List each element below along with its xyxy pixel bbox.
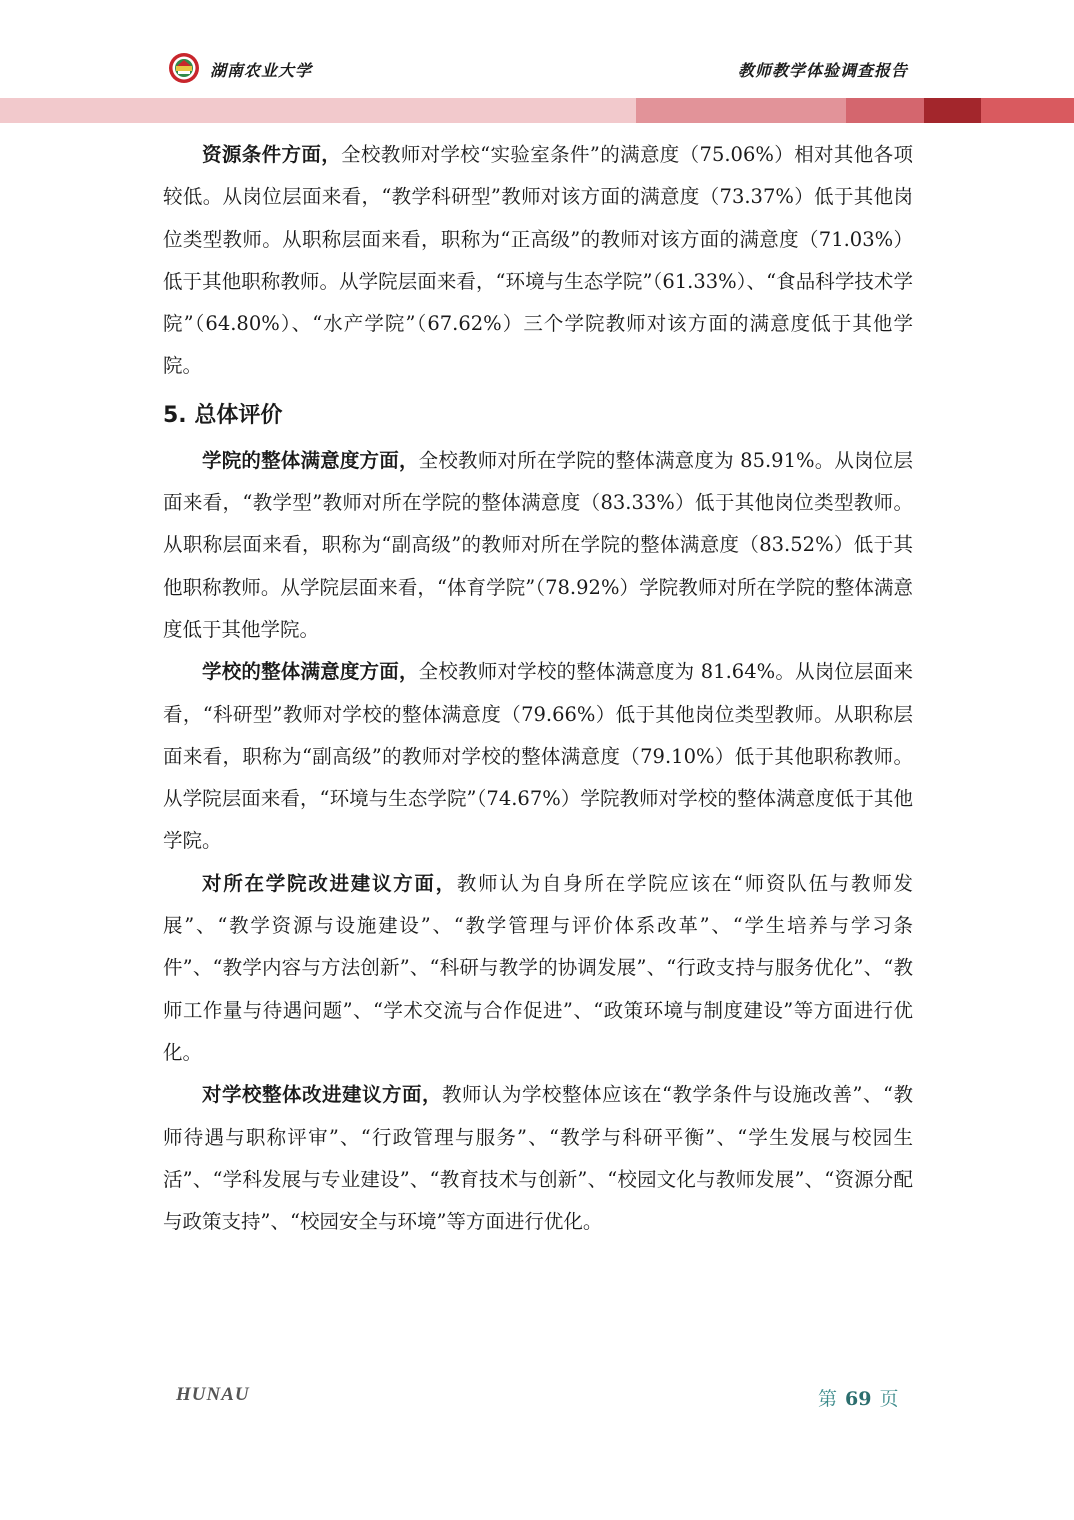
paragraph-text: 全校教师对学校“实验室条件”的满意度（75.06%）相对其他各项较低。从岗位层面来看，“教学科研型”教师对该方面的满意度（73.37%）低于其他岗位类型教师。从职称层面来看，职称为“正高级”的教师对该方面的满意度（71.03%）低于其他职称教师。从学院层面来看，“环境与生态学院”（61.33%）、“食品科学技术学院”（64.80%）、“水产学院”（67.62%）三个学院教师对该方面的满意度低于其他学院。 xyxy=(163,143,913,378)
footer-logo-text: HUNAU xyxy=(176,1384,250,1405)
paragraph-text: 教师认为学校整体应该在“教学条件与设施改善”、“教师待遇与职称评审”、“行政管理与服务”、“教学与科研平衡”、“学生发展与校园生活”、“学科发展与专业建设”、“教育技术与创新”、“校园文化与教师发展”、“资源分配与政策支持”、“校园安全与环境”等方面进行优化。 xyxy=(163,1083,913,1234)
page-number xyxy=(818,1384,898,1411)
header-band-segment xyxy=(0,98,636,123)
paragraph-college-suggestions xyxy=(163,863,913,1074)
paragraph-college-satisfaction xyxy=(163,440,913,651)
paragraph-lead: 学校的整体满意度方面， xyxy=(202,660,419,684)
page-prefix: 第 xyxy=(818,1388,838,1410)
header-band-segment xyxy=(846,98,924,123)
section-title: 5. 总体评价 xyxy=(163,402,283,428)
paragraph-lead: 资源条件方面， xyxy=(202,143,342,166)
paragraph-school-suggestions xyxy=(163,1074,913,1243)
university-name: 湖南农业大学 xyxy=(210,61,313,80)
header-band-segment xyxy=(924,98,981,123)
paragraph-school-satisfaction xyxy=(163,651,913,862)
page-header xyxy=(0,0,1074,125)
paragraph-text: 全校教师对学校的整体满意度为 81.64%。从岗位层面来看，“科研型”教师对学校的整体满意度（79.66%）低于其他岗位类型教师。从职称层面来看，职称为“副高级”的教师对学校的整体满意度（79.10%）低于其他职称教师。从学院层面来看，“环境与生态学院”（74.67%）学院教师对学校的整体满意度低于其他学院。 xyxy=(163,660,913,853)
header-band-segment xyxy=(636,98,846,123)
paragraph-text: 教师认为自身所在学院应该在“师资队伍与教师发展”、“教学资源与设施建设”、“教学管理与评价体系改革”、“学生培养与学习条件”、“教学内容与方法创新”、“科研与教学的协调发展”、“行政支持与服务优化”、“教师工作量与待遇问题”、“学术交流与合作促进”、“政策环境与制度建设”等方面进行优化。 xyxy=(163,871,913,1064)
report-title: 教师教学体验调查报告 xyxy=(737,61,908,80)
university-seal-icon xyxy=(168,52,200,84)
paragraph-lead: 学院的整体满意度方面， xyxy=(202,448,419,472)
paragraph-lead: 对学校整体改进建议方面， xyxy=(202,1083,443,1107)
paragraph-lead: 对所在学院改进建议方面， xyxy=(202,871,457,895)
paragraph-resource-conditions xyxy=(163,134,913,388)
page-number-value: 69 xyxy=(845,1388,872,1410)
page-suffix: 页 xyxy=(879,1388,899,1410)
paragraph-text: 全校教师对所在学院的整体满意度为 85.91%。从岗位层面来看，“教学型”教师对所在学院的整体满意度（83.33%）低于其他岗位类型教师。从职称层面来看，职称为“副高级”的教师对所在学院的整体满意度（83.52%）低于其他职称教师。从学院层面来看，“体育学院”（78.92%）学院教师对所在学院的整体满意度低于其他学院。 xyxy=(163,448,913,641)
header-band-segment xyxy=(981,98,1074,123)
page-body xyxy=(163,134,913,1243)
